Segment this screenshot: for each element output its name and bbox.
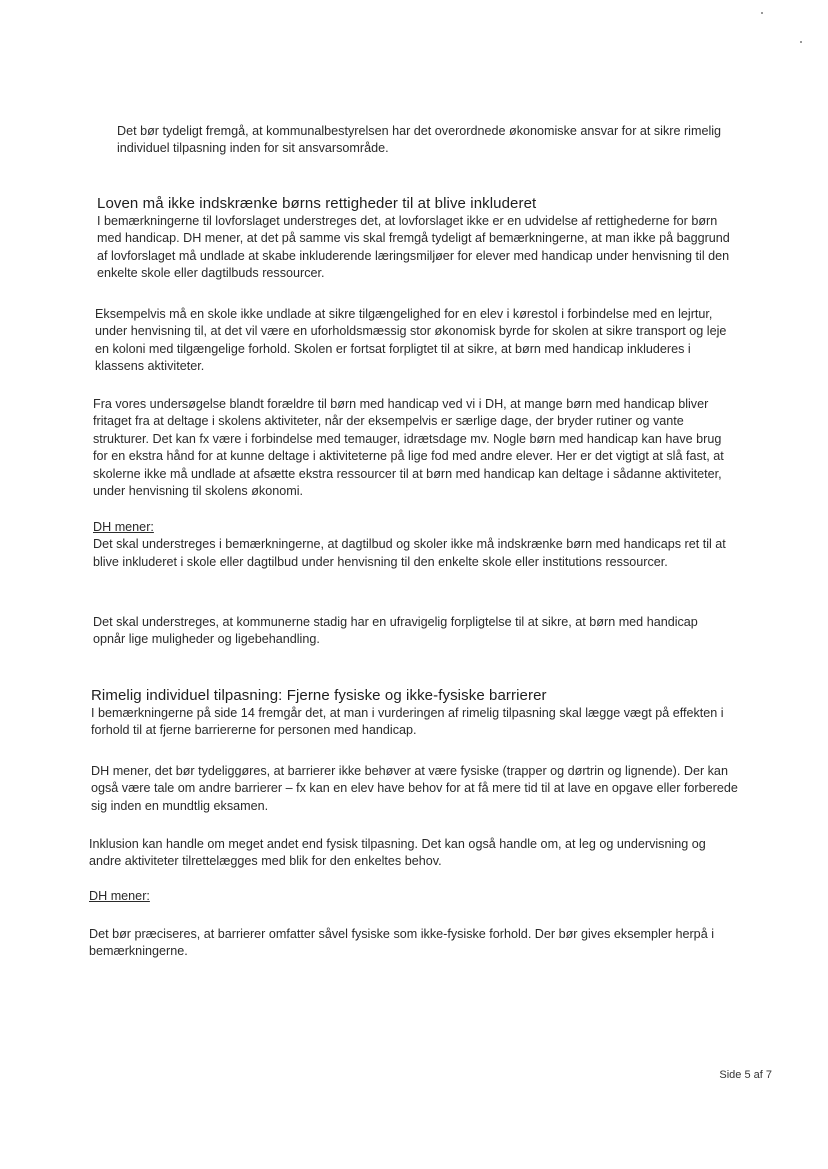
section-2 <box>91 686 737 740</box>
intro-block <box>117 123 737 158</box>
section-1-block-3 <box>93 396 739 500</box>
section-2-paragraph-4: Det bør præciseres, at barrierer omfatter såvel fysiske som ikke-fysiske forhold. Der bør gives eksempler herpå i bemærkningerne. <box>89 927 714 959</box>
section-2-paragraph-1: I bemærkningerne på side 14 fremgår det, at man i vurderingen af rimelig tilpasning skal lægge vægt på effekten i forhold til at fjerne barriererne for personen med handicap. <box>91 706 724 738</box>
page-number: Side 5 af 7 <box>719 1069 772 1081</box>
section-2-block-5 <box>89 926 729 961</box>
section-2-block-4 <box>89 888 735 905</box>
section-1-paragraph-1: I bemærkningerne til lovforslaget understreges det, at lovforslaget ikke er en udvidelse af rettighederne for børn med handicap. DH mener, at det på samme vis skal fremgå tydeligt af bemærkningerne, at man ikke på baggrund af lovforslaget må undlade at skabe inkluderende læringsmiljøer for elever med handicap under henvisning til den enkelte skole eller dagtilbuds ressourcer. <box>97 214 730 281</box>
section-1-paragraph-3: Fra vores undersøgelse blandt forældre til børn med handicap ved vi i DH, at mange børn med handicap bliver fritaget fra at deltage i skolens aktiviteter, når der eksempelvis er særlige dage, der bryder rutiner og vante strukturer. Det kan fx være i forbindelse med temauger, idrætsdage mv. Nogle børn med handicap kan have brug for en ekstra hånd for at kunne deltage i aktiviteterne på lige fod med andre elever. Her er det vigtigt at slå fast, at skolerne ikke må undlade at afsætte ekstra ressourcer til at børn med handicap kan deltage i sådanne aktiviteter, under henvisning til skolens økonomi. <box>93 397 724 499</box>
section-1-block-4 <box>93 519 739 571</box>
section-1-heading: Loven må ikke indskrænke børns rettigheder til at blive inkluderet <box>97 195 537 212</box>
section-1-block-5 <box>93 614 713 649</box>
intro-paragraph: Det bør tydeligt fremgå, at kommunalbestyrelsen har det overordnede økonomiske ansvar for at sikre rimelig individuel tilpasning inden for sit ansvarsområde. <box>117 124 722 156</box>
section-2-block-3 <box>89 836 737 871</box>
dh-mener-label: DH mener: <box>93 520 154 534</box>
section-2-paragraph-3: Inklusion kan handle om meget andet end fysisk tilpasning. Det kan også handle om, at leg og undervisning og andre aktiviteter tilrettelægges med blik for den enkeltes behov. <box>89 837 706 869</box>
section-1-block-2 <box>95 306 737 376</box>
section-1 <box>97 194 739 283</box>
section-2-paragraph-2: DH mener, det bør tydeliggøres, at barrierer ikke behøver at være fysiske (trapper og dørtrin og lignende). Der kan også være tale om andre barrierer – fx kan en elev have behov for at få mere tid til at lave en opgave eller forberede sig inden en mundtlig eksamen. <box>91 764 738 813</box>
section-1-paragraph-2: Eksempelvis må en skole ikke undlade at sikre tilgængelighed for en elev i kørestol i forbindelse med en lejrtur, under henvisning til, at det vil være en uforholdsmæssig stor økonomisk byrde for skolen at sikre transport og leje en koloni med tilgængelige forhold. Skolen er fortsat forpligtet til at sikre, at børn med handicap inkluderes i klassens aktiviteter. <box>95 307 727 374</box>
section-1-paragraph-4: Det skal understreges i bemærkningerne, at dagtilbud og skoler ikke må indskrænke børn med handicaps ret til at blive inkluderet i skole eller dagtilbud under henvisning til den enkelte skole eller institutions ressourcer. <box>93 537 726 569</box>
scan-speck <box>761 12 763 14</box>
section-2-block-2 <box>91 763 739 815</box>
dh-mener-label: DH mener: <box>89 889 150 903</box>
section-1-paragraph-5: Det skal understreges, at kommunerne stadig har en ufravigelig forpligtelse til at sikre, at børn med handicap opnår lige muligheder og ligebehandling. <box>93 615 698 647</box>
section-2-heading: Rimelig individuel tilpasning: Fjerne fysiske og ikke-fysiske barrierer <box>91 687 547 704</box>
scan-speck <box>800 41 802 43</box>
